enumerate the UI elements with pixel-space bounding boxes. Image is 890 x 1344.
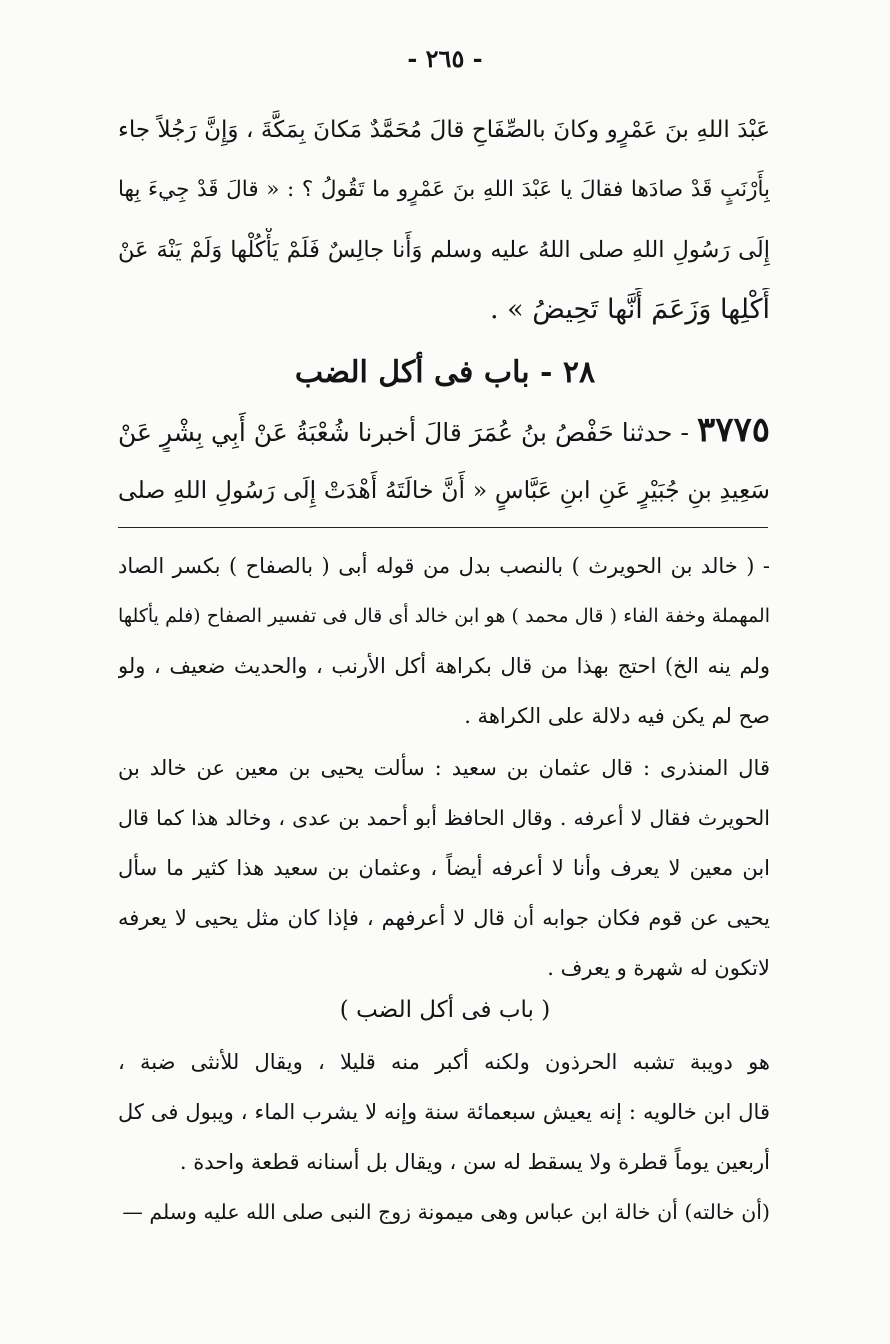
hadith-number: ٣٧٧٥ [696, 410, 770, 450]
chapter-heading: ٢٨ - باب فى أكل الضب [294, 355, 596, 390]
hadith-line [118, 408, 770, 452]
main-text-line: بِأَرْنَبٍ قَدْ صادَها فقالَ يا عَبْدَ اللهِ بنَ عَمْرٍو ما تَقُولُ ؟ : « قالَ قَدْ جِيءَ بِها [118, 177, 770, 202]
note-line: ابن معين لا يعرف وأنا لا أعرفه أيضاً ، وعثمان بن سعيد هذا كثير ما سأل [118, 856, 770, 880]
note-line: أربعين يوماً قطرة ولا يسقط له سن ، ويقال بل أسنانه قطعة واحدة . [179, 1150, 770, 1174]
main-text-line: عَبْدَ اللهِ بنَ عَمْرٍو وكانَ بالصِّفَاحِ قالَ مُحَمَّدٌ مَكانَ بِمَكَّةَ ، وَإِنَّ رَجُلاً جاء [118, 117, 770, 143]
note-line: ولم ينه الخ) احتج بهذا من قال بكراهة أكل الأرنب ، والحديث ضعيف ، ولو [118, 654, 770, 678]
note-line: المهملة وخفة الفاء ( قال محمد ) هو ابن خالد أى قال فى تفسير الصفاح (فلم يأكلها [118, 605, 770, 627]
main-text-line: إِلَى رَسُولِ اللهِ صلى اللهُ عليه وسلم وَأَنا جالِسٌ فَلَمْ يَأْكُلْها وَلَمْ يَنْهَ عَنْ [118, 237, 770, 263]
note-line: لاتكون له شهرة و يعرف . [547, 956, 770, 980]
page-number: - ٢٦٥ - [407, 44, 483, 73]
note-line: (أن خالته) أن خالة ابن عباس وهى ميمونة زوج النبى صلى الله عليه وسلم — [122, 1200, 770, 1224]
main-text-line: أَكْلِها وَزَعَمَ أَنَّها تَحِيضُ » . [490, 294, 770, 325]
hadith-line: سَعِيدِ بنِ جُبَيْرٍ عَنِ ابنِ عَبَّاسٍ « أَنَّ خالَتَهُ أَهْدَتْ إِلَى رَسُولِ اللهِ صلى [118, 476, 770, 504]
note-line: هو دويبة تشبه الحرذون ولكنه أكبر منه قليلا ، ويقال للأنثى ضبة ، [118, 1050, 770, 1074]
note-line: يحيى عن قوم فكان جوابه أن قال لا أعرفهم ، فإذا كان مثل يحيى لا يعرفه [118, 906, 770, 930]
note-line: صح لم يكن فيه دلالة على الكراهة . [464, 704, 770, 728]
note-line: قال ابن خالويه : إنه يعيش سبعمائة سنة وإنه لا يشرب الماء ، ويبول فى كل [118, 1100, 770, 1124]
footnote-divider [118, 527, 768, 528]
hadith-text: - حدثنا حَفْصُ بنُ عُمَرَ قالَ أخبرنا شُعْبَةُ عَنْ أَبِي بِشْرٍ عَنْ [118, 418, 689, 447]
note-line: - ( خالد بن الحويرث ) بالنصب بدل من قوله أبى ( بالصفاح ) بكسر الصاد [118, 554, 770, 578]
commentary-sub-heading: ( باب فى أكل الضب ) [339, 997, 551, 1023]
note-line: الحويرث فقال لا أعرفه . وقال الحافظ أبو أحمد بن عدى ، وخالد هذا كما قال [118, 806, 770, 830]
note-line: قال المنذرى : قال عثمان بن سعيد : سألت يحيى بن معين عن خالد بن [118, 756, 770, 780]
